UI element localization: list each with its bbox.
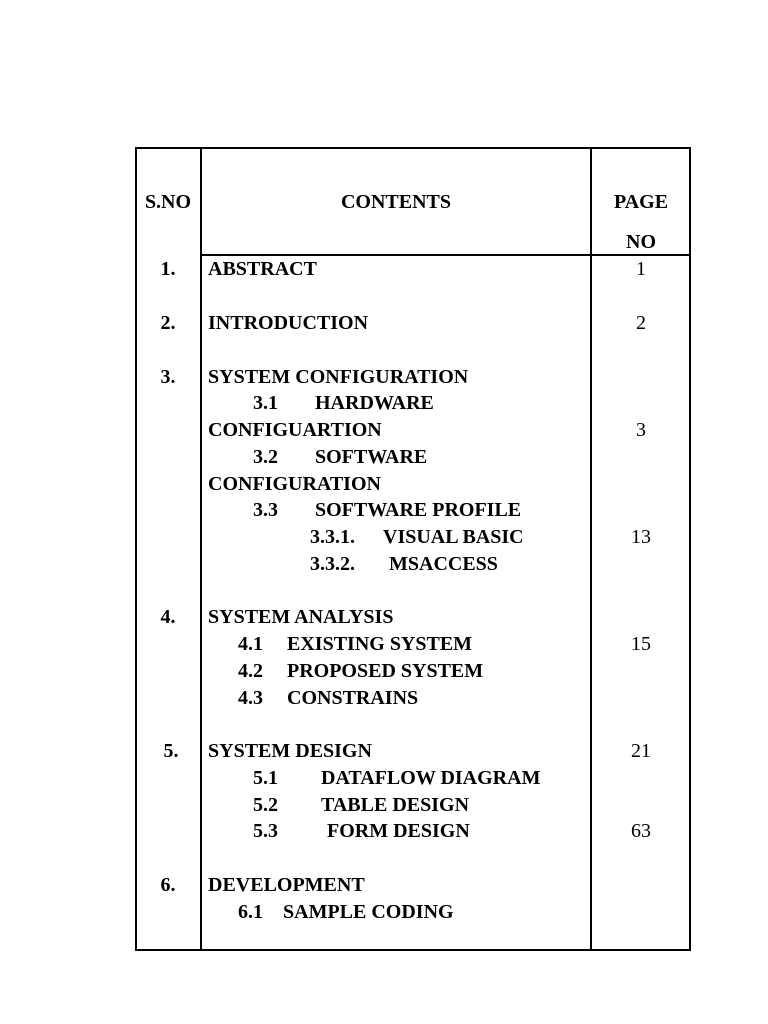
row-sno: 1. — [160, 258, 176, 280]
sub-num: 4.3 — [238, 687, 263, 709]
sub-num: 4.2 — [238, 660, 263, 682]
row-page: 13 — [631, 526, 651, 548]
row-title: SYSTEM CONFIGURATION — [208, 366, 469, 388]
sub-text-cont: CONFIGUARTION — [208, 419, 382, 441]
header-divider — [200, 254, 691, 256]
sub-num: 5.2 — [253, 794, 278, 816]
sub-num: 6.1 — [238, 901, 263, 923]
row-sno: 6. — [160, 874, 176, 896]
row-page: 63 — [631, 820, 651, 842]
header-sno: S.NO — [144, 191, 192, 213]
row-sno: 4. — [160, 606, 176, 628]
sub-num: 5.3 — [253, 820, 278, 842]
sub-text: HARDWARE — [315, 392, 434, 414]
sub-text: EXISTING SYSTEM — [287, 633, 473, 655]
row-page: 15 — [631, 633, 651, 655]
sub-text: DATAFLOW DIAGRAM — [321, 767, 541, 789]
sub-text: VISUAL BASIC — [383, 526, 524, 548]
sub-num: 4.1 — [238, 633, 263, 655]
sub-num: 3.3.2. — [310, 553, 355, 575]
row-title: INTRODUCTION — [208, 312, 369, 334]
row-title: SYSTEM ANALYSIS — [208, 606, 394, 628]
sub-text: SOFTWARE PROFILE — [315, 499, 522, 521]
header-page-no: NO — [626, 231, 656, 253]
sub-text: CONSTRAINS — [287, 687, 419, 709]
row-title: SYSTEM DESIGN — [208, 740, 372, 762]
sub-text: SOFTWARE — [315, 446, 428, 468]
sub-text: MSACCESS — [389, 553, 498, 575]
sub-text: FORM DESIGN — [327, 820, 470, 842]
sub-num: 3.3 — [253, 499, 278, 521]
row-page: 1 — [636, 258, 646, 280]
sub-num: 3.3.1. — [310, 526, 355, 548]
sub-num: 5.1 — [253, 767, 278, 789]
row-page: 21 — [631, 740, 651, 762]
sub-num: 3.1 — [253, 392, 278, 414]
column-divider-page — [590, 147, 592, 951]
sub-num: 3.2 — [253, 446, 278, 468]
sub-text-cont: CONFIGURATION — [208, 473, 381, 495]
sub-text: TABLE DESIGN — [321, 794, 470, 816]
header-contents: CONTENTS — [340, 191, 452, 213]
header-page: PAGE — [613, 191, 669, 213]
row-page: 2 — [636, 312, 646, 334]
sub-text: SAMPLE CODING — [283, 901, 454, 923]
column-divider-sno — [200, 147, 202, 951]
row-page: 3 — [636, 419, 646, 441]
row-sno: 2. — [160, 312, 176, 334]
sub-text: PROPOSED SYSTEM — [287, 660, 484, 682]
row-sno: 3. — [160, 366, 176, 388]
row-title: DEVELOPMENT — [208, 874, 365, 896]
row-sno: 5. — [163, 740, 179, 762]
row-title: ABSTRACT — [208, 258, 317, 280]
